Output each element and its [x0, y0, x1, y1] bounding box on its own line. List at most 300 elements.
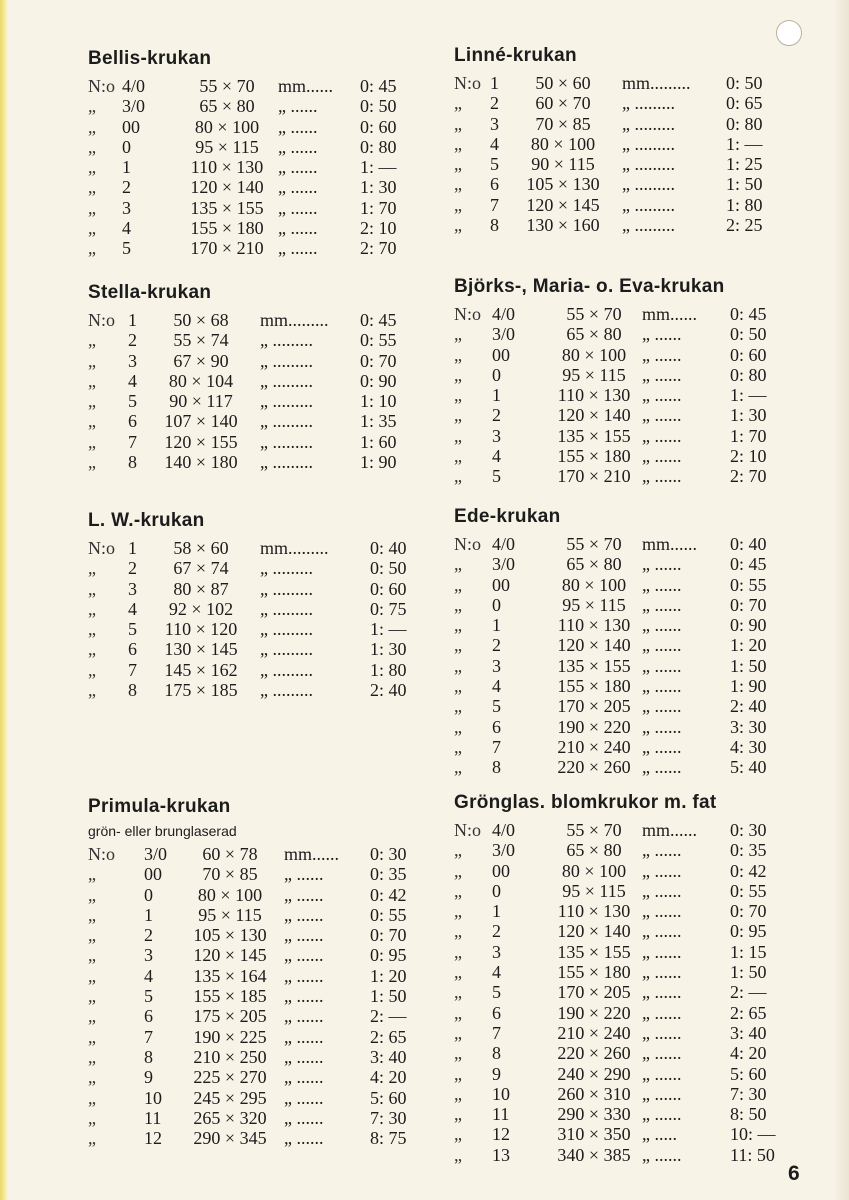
row-prefix: „: [88, 578, 96, 599]
row-unit-leader: „ ......: [642, 962, 682, 983]
row-dimensions: 60 × 70: [535, 93, 591, 114]
row-dimensions: 55 × 74: [173, 330, 229, 351]
row-prefix: „: [454, 941, 462, 962]
row-dimensions: 340 × 385: [557, 1144, 631, 1165]
row-unit-leader: „ ......: [642, 1043, 682, 1064]
row-unit-leader: „ ......: [278, 157, 318, 178]
price-row: [88, 218, 408, 238]
price-row: [454, 942, 784, 962]
price-row: [454, 385, 774, 405]
row-dimensions: 130 × 160: [526, 215, 600, 236]
row-unit-leader: „ .........: [260, 370, 313, 391]
row-price: 0: 70: [730, 901, 767, 922]
price-row: [454, 1064, 784, 1084]
row-number: 3/0: [492, 840, 516, 861]
row-unit-leader: „ .........: [260, 659, 313, 680]
price-row: [88, 371, 408, 391]
price-row: [454, 426, 774, 446]
row-unit-leader: „ ......: [642, 364, 682, 385]
row-unit-leader: mm.........: [622, 73, 691, 93]
row-number: 6: [144, 1006, 153, 1027]
price-row: [454, 345, 774, 365]
row-prefix: „: [454, 405, 462, 426]
price-row: [88, 351, 408, 371]
price-row: [88, 157, 408, 177]
row-prefix: „: [454, 385, 462, 406]
row-dimensions: 55 × 70: [199, 76, 255, 96]
row-price: 1: 20: [730, 635, 767, 656]
row-unit-leader: „ ......: [642, 615, 682, 636]
row-unit-leader: „ ......: [284, 986, 324, 1007]
row-prefix: „: [454, 962, 462, 983]
row-prefix: „: [88, 452, 96, 473]
row-number: 8: [492, 1043, 501, 1064]
row-number: 10: [144, 1087, 162, 1108]
price-row: [454, 676, 774, 696]
price-row: [88, 1067, 418, 1087]
row-unit-leader: „ .........: [260, 639, 313, 660]
row-dimensions: 55 × 70: [566, 534, 622, 554]
row-unit-leader: „ ......: [278, 136, 318, 157]
price-row: [88, 330, 408, 350]
row-number: 5: [128, 391, 137, 412]
row-prefix: „: [88, 864, 96, 885]
row-unit-leader: „ ......: [642, 1083, 682, 1104]
row-price: 1: 35: [360, 411, 397, 432]
price-row: [454, 446, 774, 466]
row-dimensions: 50 × 60: [535, 73, 591, 93]
row-unit-leader: „ .........: [260, 619, 313, 640]
row-unit-leader: „ .........: [260, 391, 313, 412]
row-number: 13: [492, 1144, 510, 1165]
price-row: [88, 452, 408, 472]
row-prefix: „: [454, 901, 462, 922]
row-number: 0: [492, 594, 501, 615]
row-number: 5: [122, 238, 131, 259]
row-dimensions: 95 × 115: [562, 364, 626, 385]
row-price: 2: 65: [730, 1002, 767, 1023]
section-title: Primula-krukan: [88, 796, 231, 817]
row-unit-leader: „ .........: [260, 330, 313, 351]
price-row: [88, 432, 408, 452]
row-price: 0: 60: [360, 116, 397, 137]
row-prefix: N:o: [454, 304, 481, 324]
row-dimensions: 58 × 60: [173, 538, 229, 558]
row-dimensions: 67 × 90: [173, 350, 229, 371]
section-bellis: [88, 48, 408, 259]
price-row: [88, 198, 408, 218]
row-unit-leader: „ ......: [642, 324, 682, 345]
row-number: 9: [492, 1063, 501, 1084]
row-dimensions: 80 × 100: [561, 860, 627, 881]
section-title: Björks-, Maria- o. Eva-krukan: [454, 276, 725, 297]
row-prefix: „: [454, 554, 462, 575]
row-prefix: „: [88, 619, 96, 640]
price-row: [88, 76, 408, 96]
row-price: 0: 65: [726, 93, 763, 114]
row-price: 1: 30: [730, 405, 767, 426]
row-unit-leader: „ ......: [642, 880, 682, 901]
row-unit-leader: „ ......: [642, 635, 682, 656]
row-number: 11: [144, 1107, 162, 1128]
row-price: 1: 50: [370, 986, 407, 1007]
section-stella: [88, 282, 408, 472]
row-number: 3/0: [122, 96, 146, 117]
row-price: 0: 80: [726, 113, 763, 134]
row-unit-leader: „ ......: [278, 116, 318, 137]
row-price: 1: 50: [730, 655, 767, 676]
row-prefix: „: [454, 93, 462, 114]
row-dimensions: 260 × 310: [557, 1083, 631, 1104]
price-row: [454, 656, 774, 676]
row-dimensions: 290 × 345: [193, 1128, 267, 1149]
row-dimensions: 90 × 115: [531, 154, 595, 175]
row-dimensions: 135 × 155: [557, 941, 631, 962]
price-row: [88, 864, 418, 884]
row-prefix: „: [454, 594, 462, 615]
row-price: 1: —: [730, 385, 767, 406]
row-dimensions: 110 × 130: [557, 385, 631, 406]
row-unit-leader: „ ......: [642, 696, 682, 717]
row-unit-leader: „ ......: [642, 405, 682, 426]
price-row: [88, 1027, 418, 1047]
row-number: 2: [122, 177, 131, 198]
row-price: 8: 50: [730, 1104, 767, 1125]
row-unit-leader: mm.........: [260, 538, 329, 558]
row-prefix: „: [88, 925, 96, 946]
row-number: 4: [492, 446, 501, 467]
row-price: 4: 20: [370, 1067, 407, 1088]
row-number: 4: [128, 598, 137, 619]
row-unit-leader: „ ......: [642, 860, 682, 881]
price-row: [454, 405, 774, 425]
row-number: 7: [492, 1022, 501, 1043]
row-price: 0: 45: [730, 304, 767, 324]
row-prefix: „: [454, 194, 462, 215]
row-price: 1: 90: [730, 676, 767, 697]
row-number: 6: [492, 716, 501, 737]
row-unit-leader: „ ......: [642, 594, 682, 615]
price-row: [454, 154, 774, 174]
row-number: 4: [128, 370, 137, 391]
row-number: 3: [490, 113, 499, 134]
row-price: 2: 70: [360, 238, 397, 259]
row-dimensions: 190 × 220: [557, 716, 631, 737]
row-price: 1: 70: [730, 425, 767, 446]
price-row: [454, 114, 774, 134]
row-number: 10: [492, 1083, 510, 1104]
row-unit-leader: „ ......: [642, 1022, 682, 1043]
price-row: [454, 174, 774, 194]
row-price: 1: —: [726, 133, 763, 154]
row-price: 0: 90: [730, 615, 767, 636]
row-price: 1: 30: [360, 177, 397, 198]
price-row: [88, 639, 418, 659]
row-dimensions: 67 × 74: [173, 558, 229, 579]
page-edge-right: [833, 0, 849, 1200]
row-prefix: „: [88, 391, 96, 412]
row-unit-leader: mm.........: [260, 310, 329, 330]
row-number: 3/0: [492, 324, 516, 345]
row-dimensions: 120 × 140: [557, 921, 631, 942]
section-subtitle: grön- eller brunglaserad: [88, 823, 237, 839]
section-primula: [88, 796, 418, 1148]
row-dimensions: 190 × 225: [193, 1026, 267, 1047]
row-dimensions: 110 × 130: [557, 615, 631, 636]
row-number: 3: [128, 578, 137, 599]
row-price: 0: 50: [726, 73, 763, 93]
price-row: [88, 885, 418, 905]
row-prefix: N:o: [88, 538, 115, 558]
row-prefix: „: [88, 1067, 96, 1088]
row-dimensions: 135 × 155: [557, 655, 631, 676]
price-row: [454, 575, 774, 595]
row-unit-leader: „ ......: [284, 1046, 324, 1067]
row-unit-leader: „ ......: [642, 901, 682, 922]
row-prefix: „: [88, 411, 96, 432]
row-prefix: „: [454, 1083, 462, 1104]
row-dimensions: 175 × 185: [164, 680, 238, 701]
row-unit-leader: „ ......: [284, 945, 324, 966]
row-dimensions: 170 × 210: [557, 466, 631, 487]
row-number: 4/0: [492, 534, 516, 554]
row-unit-leader: „ .........: [622, 194, 675, 215]
row-dimensions: 110 × 130: [190, 157, 264, 178]
row-unit-leader: „ .........: [260, 578, 313, 599]
price-row: [88, 310, 408, 330]
row-price: 7: 30: [730, 1083, 767, 1104]
row-unit-leader: „ ......: [642, 425, 682, 446]
row-unit-leader: „ ......: [642, 1104, 682, 1125]
price-row: [454, 962, 784, 982]
row-price: 0: 50: [370, 558, 407, 579]
row-prefix: „: [454, 860, 462, 881]
row-prefix: „: [454, 716, 462, 737]
row-prefix: „: [454, 324, 462, 345]
row-price: 0: 30: [370, 844, 407, 864]
section-lw: [88, 510, 418, 700]
row-prefix: „: [88, 558, 96, 579]
row-dimensions: 107 × 140: [164, 411, 238, 432]
row-price: 0: 40: [370, 538, 407, 558]
row-prefix: „: [88, 1107, 96, 1128]
row-number: 2: [492, 921, 501, 942]
row-number: 2: [492, 405, 501, 426]
row-unit-leader: „ .........: [622, 154, 675, 175]
price-row: [454, 737, 774, 757]
row-unit-leader: „ .........: [622, 174, 675, 195]
price-row: [88, 96, 408, 116]
row-prefix: N:o: [454, 820, 481, 840]
price-row: [454, 901, 784, 921]
row-unit-leader: „ ......: [284, 965, 324, 986]
price-row: [454, 365, 774, 385]
row-dimensions: 155 × 180: [190, 218, 264, 239]
row-price: 7: 30: [370, 1107, 407, 1128]
row-unit-leader: „ ......: [278, 197, 318, 218]
row-unit-leader: mm......: [642, 534, 698, 554]
price-row: [454, 757, 774, 777]
price-row: [88, 945, 418, 965]
row-price: 2: —: [370, 1006, 407, 1027]
row-prefix: „: [454, 446, 462, 467]
price-row: [88, 1047, 418, 1067]
row-number: 00: [122, 116, 140, 137]
row-unit-leader: „ ......: [642, 446, 682, 467]
row-price: 1: 70: [360, 197, 397, 218]
section-linne: [454, 45, 774, 235]
row-unit-leader: „ .........: [260, 680, 313, 701]
row-prefix: „: [88, 945, 96, 966]
row-number: 5: [128, 619, 137, 640]
price-row: [454, 93, 774, 113]
row-price: 3: 40: [370, 1046, 407, 1067]
row-number: 6: [492, 1002, 501, 1023]
row-dimensions: 95 × 115: [195, 136, 259, 157]
row-dimensions: 95 × 115: [198, 904, 262, 925]
price-row: [88, 680, 418, 700]
row-dimensions: 210 × 240: [557, 736, 631, 757]
row-price: 0: 95: [370, 945, 407, 966]
row-dimensions: 155 × 180: [557, 676, 631, 697]
price-row: [454, 195, 774, 215]
row-prefix: „: [88, 904, 96, 925]
row-unit-leader: mm......: [284, 844, 340, 864]
section-title: Ede-krukan: [454, 506, 561, 527]
row-prefix: „: [454, 215, 462, 236]
row-dimensions: 105 × 130: [193, 925, 267, 946]
row-dimensions: 130 × 145: [164, 639, 238, 660]
row-prefix: „: [88, 639, 96, 660]
row-dimensions: 240 × 290: [557, 1063, 631, 1084]
row-price: 0: 45: [360, 76, 397, 96]
row-price: 0: 75: [370, 598, 407, 619]
row-prefix: „: [454, 1043, 462, 1064]
row-dimensions: 110 × 120: [164, 619, 238, 640]
row-prefix: „: [454, 757, 462, 778]
row-price: 0: 60: [370, 578, 407, 599]
row-number: 3: [128, 350, 137, 371]
row-prefix: „: [454, 736, 462, 757]
row-price: 0: 90: [360, 370, 397, 391]
row-unit-leader: „ ......: [284, 1087, 324, 1108]
price-row: [88, 411, 408, 431]
row-dimensions: 135 × 155: [557, 425, 631, 446]
row-unit-leader: „ .........: [622, 93, 675, 114]
row-dimensions: 290 × 330: [557, 1104, 631, 1125]
price-row: [454, 304, 774, 324]
row-unit-leader: „ ......: [642, 1144, 682, 1165]
row-prefix: „: [88, 136, 96, 157]
row-number: 4/0: [122, 76, 146, 96]
row-number: 0: [144, 884, 153, 905]
row-prefix: „: [454, 154, 462, 175]
row-dimensions: 220 × 260: [557, 757, 631, 778]
price-row: [454, 1084, 784, 1104]
row-unit-leader: „ ......: [642, 1063, 682, 1084]
price-row: [88, 1128, 418, 1148]
row-prefix: „: [88, 218, 96, 239]
row-number: 1: [128, 310, 137, 330]
row-dimensions: 70 × 85: [535, 113, 591, 134]
row-unit-leader: „ ......: [642, 736, 682, 757]
row-dimensions: 60 × 78: [202, 844, 258, 864]
row-number: 2: [144, 925, 153, 946]
row-price: 11: 50: [730, 1144, 775, 1165]
row-price: 1: 20: [370, 965, 407, 986]
row-dimensions: 310 × 350: [557, 1124, 631, 1145]
row-prefix: N:o: [88, 76, 115, 96]
row-prefix: „: [454, 344, 462, 365]
row-dimensions: 170 × 205: [557, 696, 631, 717]
row-prefix: „: [454, 1124, 462, 1145]
row-unit-leader: „ ......: [642, 716, 682, 737]
row-price: 0: 50: [730, 324, 767, 345]
row-price: 0: 45: [360, 310, 397, 330]
row-number: 0: [122, 136, 131, 157]
row-dimensions: 190 × 220: [557, 1002, 631, 1023]
row-prefix: „: [454, 696, 462, 717]
row-price: 1: 90: [360, 452, 397, 473]
row-dimensions: 80 × 87: [173, 578, 229, 599]
row-prefix: „: [88, 1087, 96, 1108]
row-unit-leader: „ ......: [284, 1006, 324, 1027]
row-number: 4: [122, 218, 131, 239]
row-prefix: „: [88, 431, 96, 452]
row-number: 6: [490, 174, 499, 195]
row-number: 1: [144, 904, 153, 925]
row-price: 1: —: [370, 619, 407, 640]
row-unit-leader: mm......: [642, 820, 698, 840]
row-dimensions: 170 × 205: [557, 982, 631, 1003]
row-prefix: „: [454, 1002, 462, 1023]
row-prefix: „: [454, 840, 462, 861]
row-number: 6: [128, 411, 137, 432]
row-unit-leader: „ .........: [260, 598, 313, 619]
row-dimensions: 120 × 140: [190, 177, 264, 198]
row-price: 1: 30: [370, 639, 407, 660]
section-title: Linné-krukan: [454, 45, 577, 66]
row-number: 2: [128, 330, 137, 351]
row-number: 11: [492, 1104, 510, 1125]
row-unit-leader: „ ......: [642, 676, 682, 697]
row-prefix: „: [454, 982, 462, 1003]
row-dimensions: 140 × 180: [164, 452, 238, 473]
row-unit-leader: „ ......: [642, 466, 682, 487]
row-unit-leader: mm......: [278, 76, 334, 96]
row-dimensions: 155 × 180: [557, 962, 631, 983]
row-price: 3: 40: [730, 1022, 767, 1043]
row-unit-leader: „ ......: [642, 554, 682, 575]
row-price: 0: 42: [730, 860, 767, 881]
price-row: [454, 1145, 784, 1165]
price-row: [454, 1023, 784, 1043]
row-number: 8: [144, 1046, 153, 1067]
row-prefix: „: [88, 96, 96, 117]
price-row: [88, 391, 408, 411]
row-price: 2: 25: [726, 215, 763, 236]
price-row: [454, 635, 774, 655]
row-dimensions: 210 × 240: [557, 1022, 631, 1043]
row-dimensions: 65 × 80: [566, 324, 622, 345]
price-row: [454, 595, 774, 615]
row-number: 00: [492, 574, 510, 595]
row-price: 1: 50: [726, 174, 763, 195]
row-unit-leader: „ .........: [260, 558, 313, 579]
price-row: [454, 1003, 784, 1023]
price-row: [454, 1124, 784, 1144]
price-row: [88, 538, 418, 558]
